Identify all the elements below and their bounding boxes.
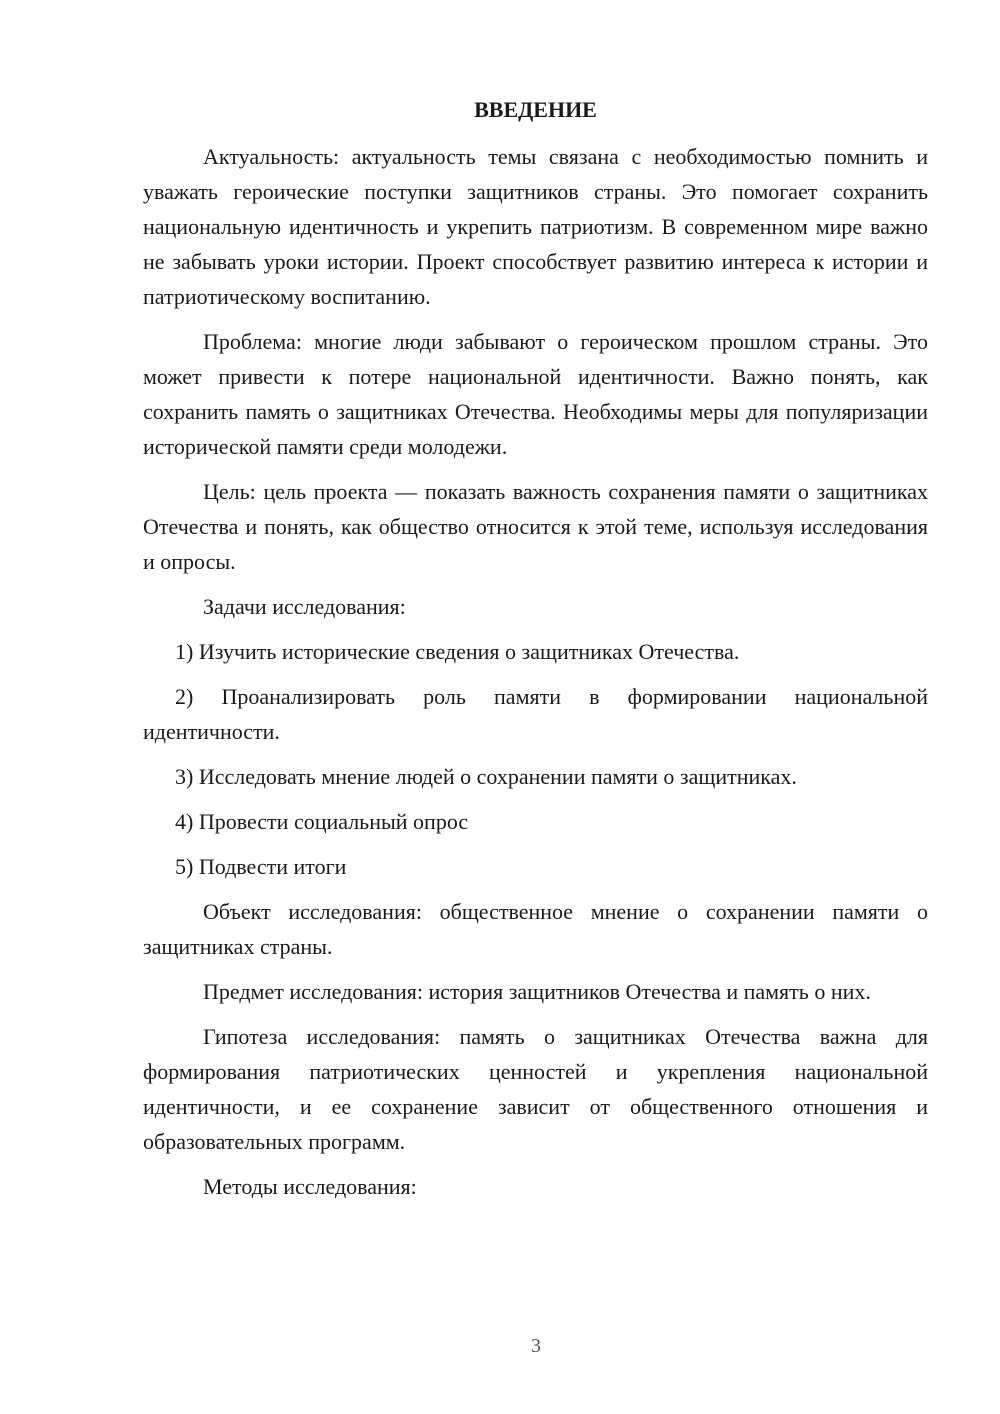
hypothesis-paragraph: Гипотеза исследования: память о защитниках Отечества важна для формирования патриотических ценностей и укрепления национальной идентичности, и ее сохранение зависит от общественного отношения и образовательных программ. <box>143 1024 928 1154</box>
section-heading: ВВЕДЕНИЕ <box>474 97 597 122</box>
methods-label: Методы исследования: <box>203 1174 417 1199</box>
task-item: 4) Провести социальный опрос <box>175 809 469 834</box>
page-content <box>143 92 928 1214</box>
task-item: 5) Подвести итоги <box>175 854 347 879</box>
tasks-label: Задачи исследования: <box>203 594 406 619</box>
task-item: 3) Исследовать мнение людей о сохранении памяти о защитниках. <box>175 764 797 789</box>
task-item: 2) Проанализировать роль памяти в формировании национальной идентичности. <box>143 684 928 744</box>
task-item: 1) Изучить исторические сведения о защитниках Отечества. <box>175 639 740 664</box>
goal-paragraph: Цель: цель проекта — показать важность сохранения памяти о защитниках Отечества и понять, как общество относится к этой теме, используя исследования и опросы. <box>143 479 928 574</box>
tasks-list <box>143 634 928 884</box>
relevance-paragraph: Актуальность: актуальность темы связана с необходимостью помнить и уважать героические поступки защитников страны. Это помогает сохранить национальную идентичность и укрепить патриотизм. В современном мире важно не забывать уроки истории. Проект способствует развитию интереса к истории и патриотическому воспитанию. <box>143 144 928 309</box>
problem-paragraph: Проблема: многие люди забывают о героическом прошлом страны. Это может привести к потере национальной идентичности. Важно понять, как сохранить память о защитниках Отечества. Необходимы меры для популяризации исторической памяти среди молодежи. <box>143 329 928 459</box>
object-paragraph: Объект исследования: общественное мнение о сохранении памяти о защитниках страны. <box>143 899 928 959</box>
page-number: 3 <box>531 1335 541 1357</box>
subject-paragraph: Предмет исследования: история защитников Отечества и память о них. <box>203 979 871 1004</box>
